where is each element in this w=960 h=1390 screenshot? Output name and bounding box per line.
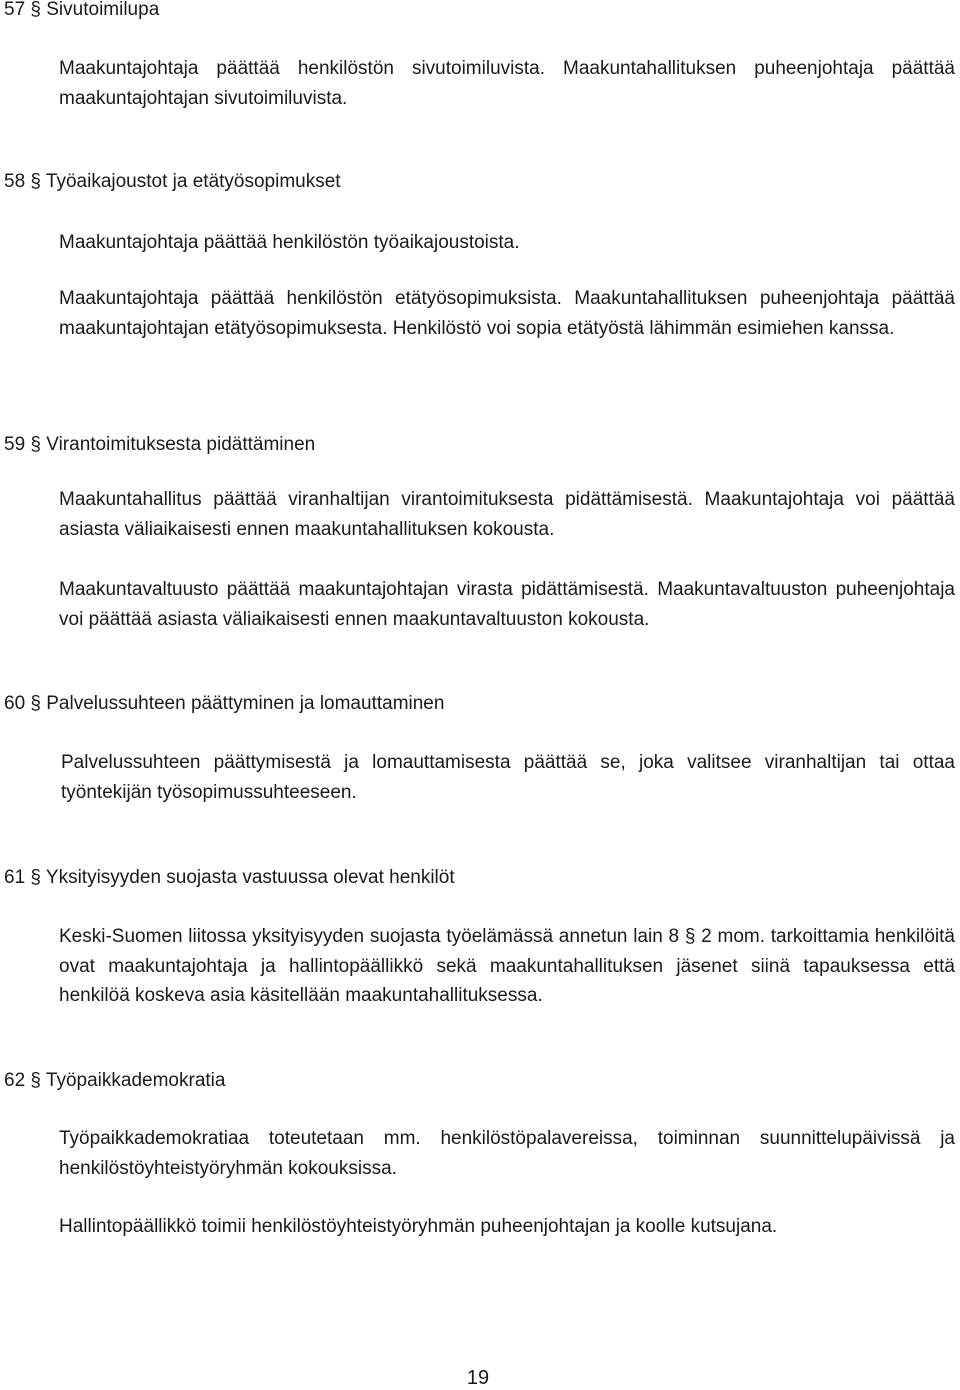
section-62-paragraph-2: Hallintopäällikkö toimii henkilöstöyhteistyöryhmän puheenjohtajan ja koolle kutsujana. [59, 1216, 778, 1237]
section-62-paragraph-1: Työpaikkademokratiaa toteutetaan mm. henkilöstöpalavereissa, toiminnan suunnittelupäivissä ja henkilöstöyhteistyöryhmän kokouksissa. [59, 1128, 955, 1179]
section-heading-60: 60 § Palvelussuhteen päättyminen ja lomauttaminen [4, 693, 445, 714]
section-58-paragraph-1: Maakuntajohtaja päättää henkilöstön työaikajoustoista. [59, 232, 520, 253]
section-59-paragraph-2: Maakuntavaltuusto päättää maakuntajohtajan virasta pidättämisestä. Maakuntavaltuuston puheenjohtaja voi päättää asiasta väliaikaisesti ennen maakuntavaltuuston kokousta. [59, 579, 955, 630]
page-number: 19 [466, 1367, 490, 1389]
section-60-paragraph-1: Palvelussuhteen päättymisestä ja lomauttamisesta päättää se, joka valitsee viranhaltijan tai ottaa työntekijän työsopimussuhteeseen. [61, 752, 955, 803]
section-59-paragraph-1: Maakuntahallitus päättää viranhaltijan virantoimituksesta pidättämisestä. Maakuntajohtaja voi päättää asiasta väliaikaisesti ennen maakuntahallituksen kokousta. [59, 489, 955, 540]
section-heading-58: 58 § Työaikajoustot ja etätyösopimukset [4, 171, 341, 192]
section-heading-59: 59 § Virantoimituksesta pidättäminen [4, 434, 316, 455]
section-heading-57: 57 § Sivutoimilupa [4, 0, 160, 20]
section-57-paragraph-1: Maakuntajohtaja päättää henkilöstön sivutoimiluvista. Maakuntahallituksen puheenjohtaja päättää maakuntajohtajan sivutoimiluvista. [59, 58, 955, 109]
section-heading-62: 62 § Työpaikkademokratia [4, 1070, 226, 1091]
section-heading-61: 61 § Yksityisyyden suojasta vastuussa olevat henkilöt [4, 867, 455, 888]
section-61-paragraph-1: Keski-Suomen liitossa yksityisyyden suojasta työelämässä annetun lain 8 § 2 mom. tarkoittamia henkilöitä ovat maakuntajohtaja ja hallintopäällikkö sekä maakuntahallituksen jäsenet siinä tapauksessa että henkilöä koskeva asia käsitellään maakuntahallituksessa. [59, 926, 955, 1006]
section-58-paragraph-2: Maakuntajohtaja päättää henkilöstön etätyösopimuksista. Maakuntahallituksen puheenjohtaja päättää maakuntajohtajan etätyösopimuksesta. Henkilöstö voi sopia etätyöstä lähimmän esimiehen kanssa. [59, 288, 955, 339]
